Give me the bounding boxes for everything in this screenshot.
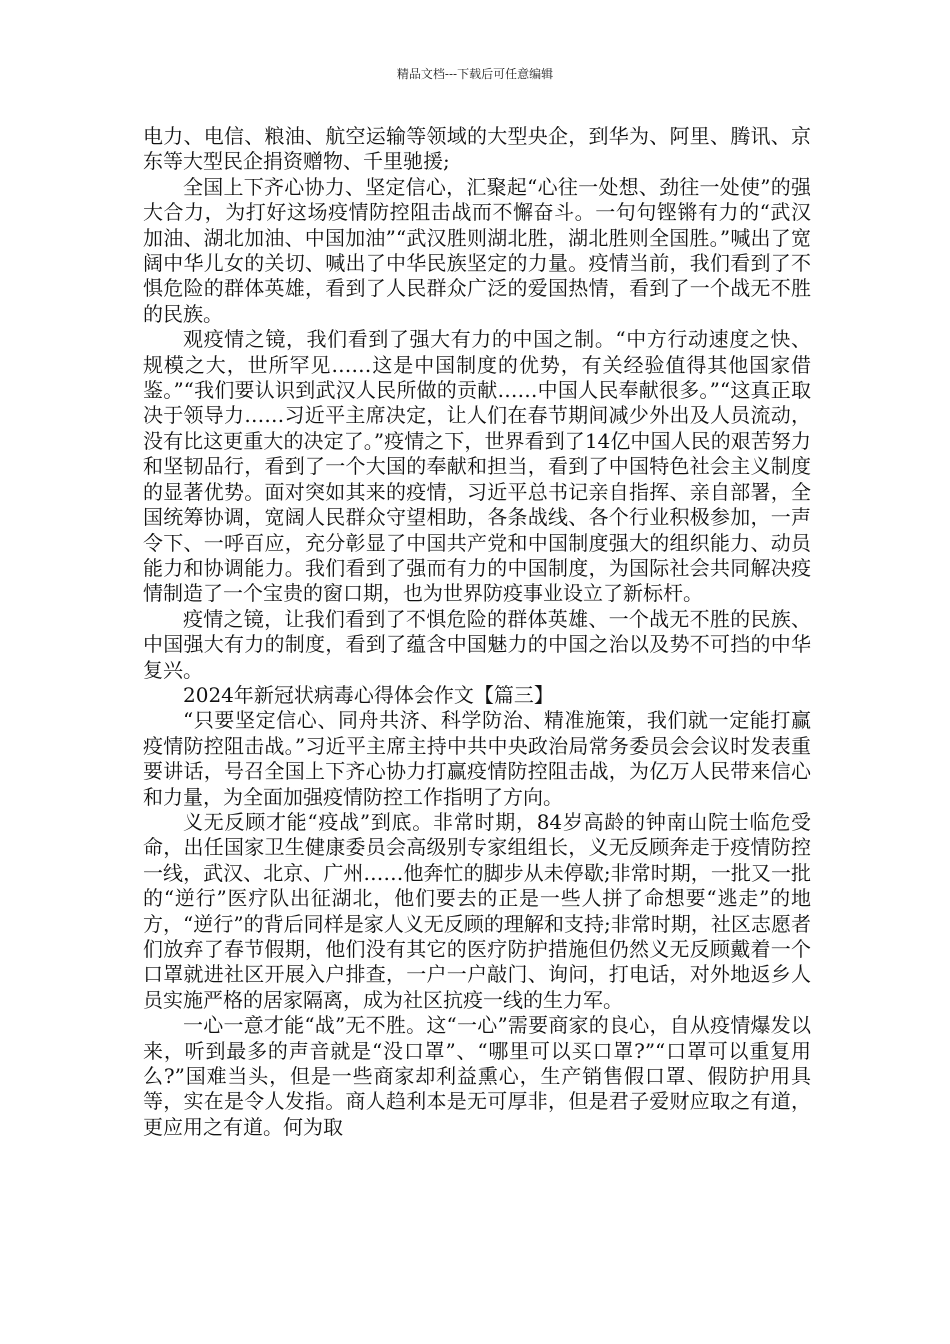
- page-header: 精品文档---下载后可任意编辑: [396, 67, 554, 81]
- paragraph: 观疫情之镜，我们看到了强大有力的中国之制。“中方行动速度之快、规模之大，世所罕见……这是中国制度的优势，有关经验值得其他国家借鉴。”“我们要认识到武汉人民所做的贡献……中国人民奉献很多。”“这真正取决于领导力……习近平主席决定，让人们在春节期间减少外出及人员流动，没有比这更重大的决定了。”疫情之下，世界看到了14亿中国人民的艰苦努力和坚韧品行，看到了一个大国的奉献和担当，看到了中国特色社会主义制度的显著优势。面对突如其来的疫情，习近平总书记亲自指挥、亲自部署，全国统筹协调，宽阔人民群众守望相助，各条战线、各个行业积极参加，一声令下、一呼百应，充分彰显了中国共产党和中国制度强大的组织能力、动员能力和协调能力。我们看到了强而有力的中国制度，为国际社会共同解决疫情制造了一个宝贵的窗口期，也为世界防疫事业设立了新标杆。: [143, 327, 811, 606]
- paragraph: 一心一意才能“战”无不胜。这“一心”需要商家的良心，自从疫情爆发以来，听到最多的声音就是“没口罩”、“哪里可以买口罩?”“口罩可以重复用么?”国难当头，但是一些商家却利益熏心，生产销售假口罩、假防护用具等，实在是令人发指。商人趋利本是无可厚非，但是君子爱财应取之有道，更应用之有道。何为取: [143, 1013, 811, 1139]
- document-body: [143, 124, 811, 1140]
- paragraph: 电力、电信、粮油、航空运输等领域的大型央企，到华为、阿里、腾讯、京东等大型民企捐资赠物、千里驰援;: [143, 124, 811, 174]
- section-heading: 2024年新冠状病毒心得体会作文【篇三】: [183, 682, 554, 707]
- paragraph: “只要坚定信心、同舟共济、科学防治、精准施策，我们就一定能打赢疫情防控阻击战。”习近平主席主持中共中央政治局常务委员会会议时发表重要讲话，号召全国上下齐心协力打赢疫情防控阻击战，为亿万人民带来信心和力量，为全面加强疫情防控工作指明了方向。: [143, 708, 811, 809]
- paragraph: 全国上下齐心协力、坚定信心，汇聚起“心往一处想、劲往一处使”的强大合力，为打好这场疫情防控阻击战而不懈奋斗。一句句铿锵有力的“武汉加油、湖北加油、中国加油”“武汉胜则湖北胜，湖北胜则全国胜。”喊出了宽阔中华儿女的关切、喊出了中华民族坚定的力量。疫情当前，我们看到了不惧危险的群体英雄，看到了人民群众广泛的爱国热情，看到了一个战无不胜的民族。: [143, 174, 811, 326]
- paragraph: 义无反顾才能“疫战”到底。非常时期，84岁高龄的钟南山院士临危受命，出任国家卫生健康委员会高级别专家组组长，义无反顾奔走于疫情防控一线，武汉、北京、广州……他奔忙的脚步从未停歇;非常时期，一批又一批的“逆行”医疗队出征湖北，他们要去的正是一些人拼了命想要“逃走”的地方，“逆行”的背后同样是家人义无反顾的理解和支持;非常时期，社区志愿者们放弃了春节假期，他们没有其它的医疗防护措施但仍然义无反顾戴着一个口罩就进社区开展入户排查，一户一户敲门、询问，打电话，对外地返乡人员实施严格的居家隔离，成为社区抗疫一线的生力军。: [143, 809, 811, 1012]
- paragraph: 疫情之镜，让我们看到了不惧危险的群体英雄、一个战无不胜的民族、中国强大有力的制度，看到了蕴含中国魅力的中国之治以及势不可挡的中华复兴。: [143, 606, 811, 682]
